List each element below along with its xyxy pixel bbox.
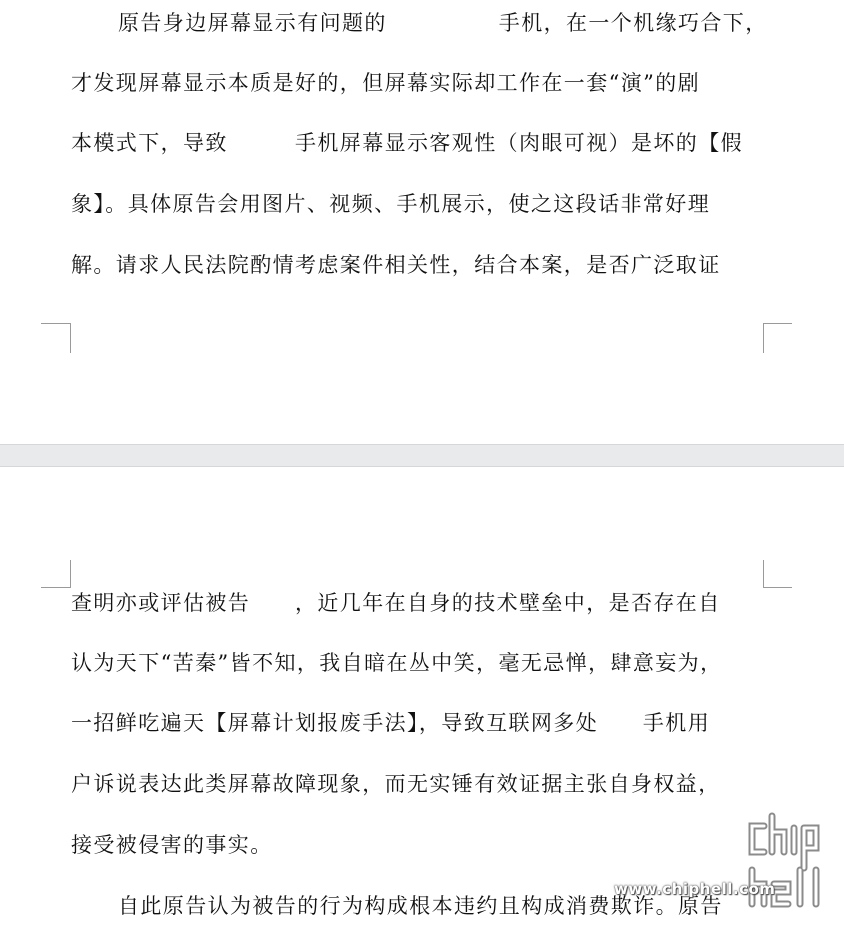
paragraph-line: 原告身边屏幕显示有问题的 手机，在一个机缘巧合下，	[118, 11, 768, 35]
paragraph-line: 自此原告认为被告的行为构成根本违约且构成消费欺诈。原告	[118, 894, 723, 918]
paragraph-line: 接受被侵害的事实。	[71, 833, 273, 857]
margin-corner-mark	[41, 323, 71, 353]
margin-corner-mark	[41, 560, 71, 588]
document-page-2	[0, 467, 844, 927]
paragraph-line: 本模式下，导致 手机屏幕显示客观性（肉眼可视）是坏的【假	[71, 131, 743, 155]
paragraph-line: 认为天下“苦秦”皆不知，我自暗在丛中笑，毫无忌惮，肆意妄为，	[71, 651, 723, 675]
paragraph-line: 一招鲜吃遍天【屏幕计划报废手法】，导致互联网多处 手机用	[71, 711, 711, 735]
margin-corner-mark	[763, 560, 792, 588]
margin-corner-mark	[763, 323, 792, 353]
page-separator	[0, 444, 844, 467]
paragraph-line: 户诉说表达此类屏幕故障现象，而无实锤有效证据主张自身权益，	[71, 772, 721, 796]
paragraph-line: 解。请求人民法院酌情考虑案件相关性，结合本案，是否广泛取证	[71, 253, 721, 277]
watermark-url: www.chiphell.com	[614, 880, 776, 898]
paragraph-line: 查明亦或评估被告 ，近几年在自身的技术壁垒中，是否存在自	[71, 591, 721, 615]
paragraph-line: 象】。具体原告会用图片、视频、手机展示，使之这段话非常好理	[71, 192, 711, 216]
paragraph-line: 才发现屏幕显示本质是好的，但屏幕实际却工作在一套“演”的剧	[71, 71, 701, 95]
document-page-1	[0, 0, 844, 444]
